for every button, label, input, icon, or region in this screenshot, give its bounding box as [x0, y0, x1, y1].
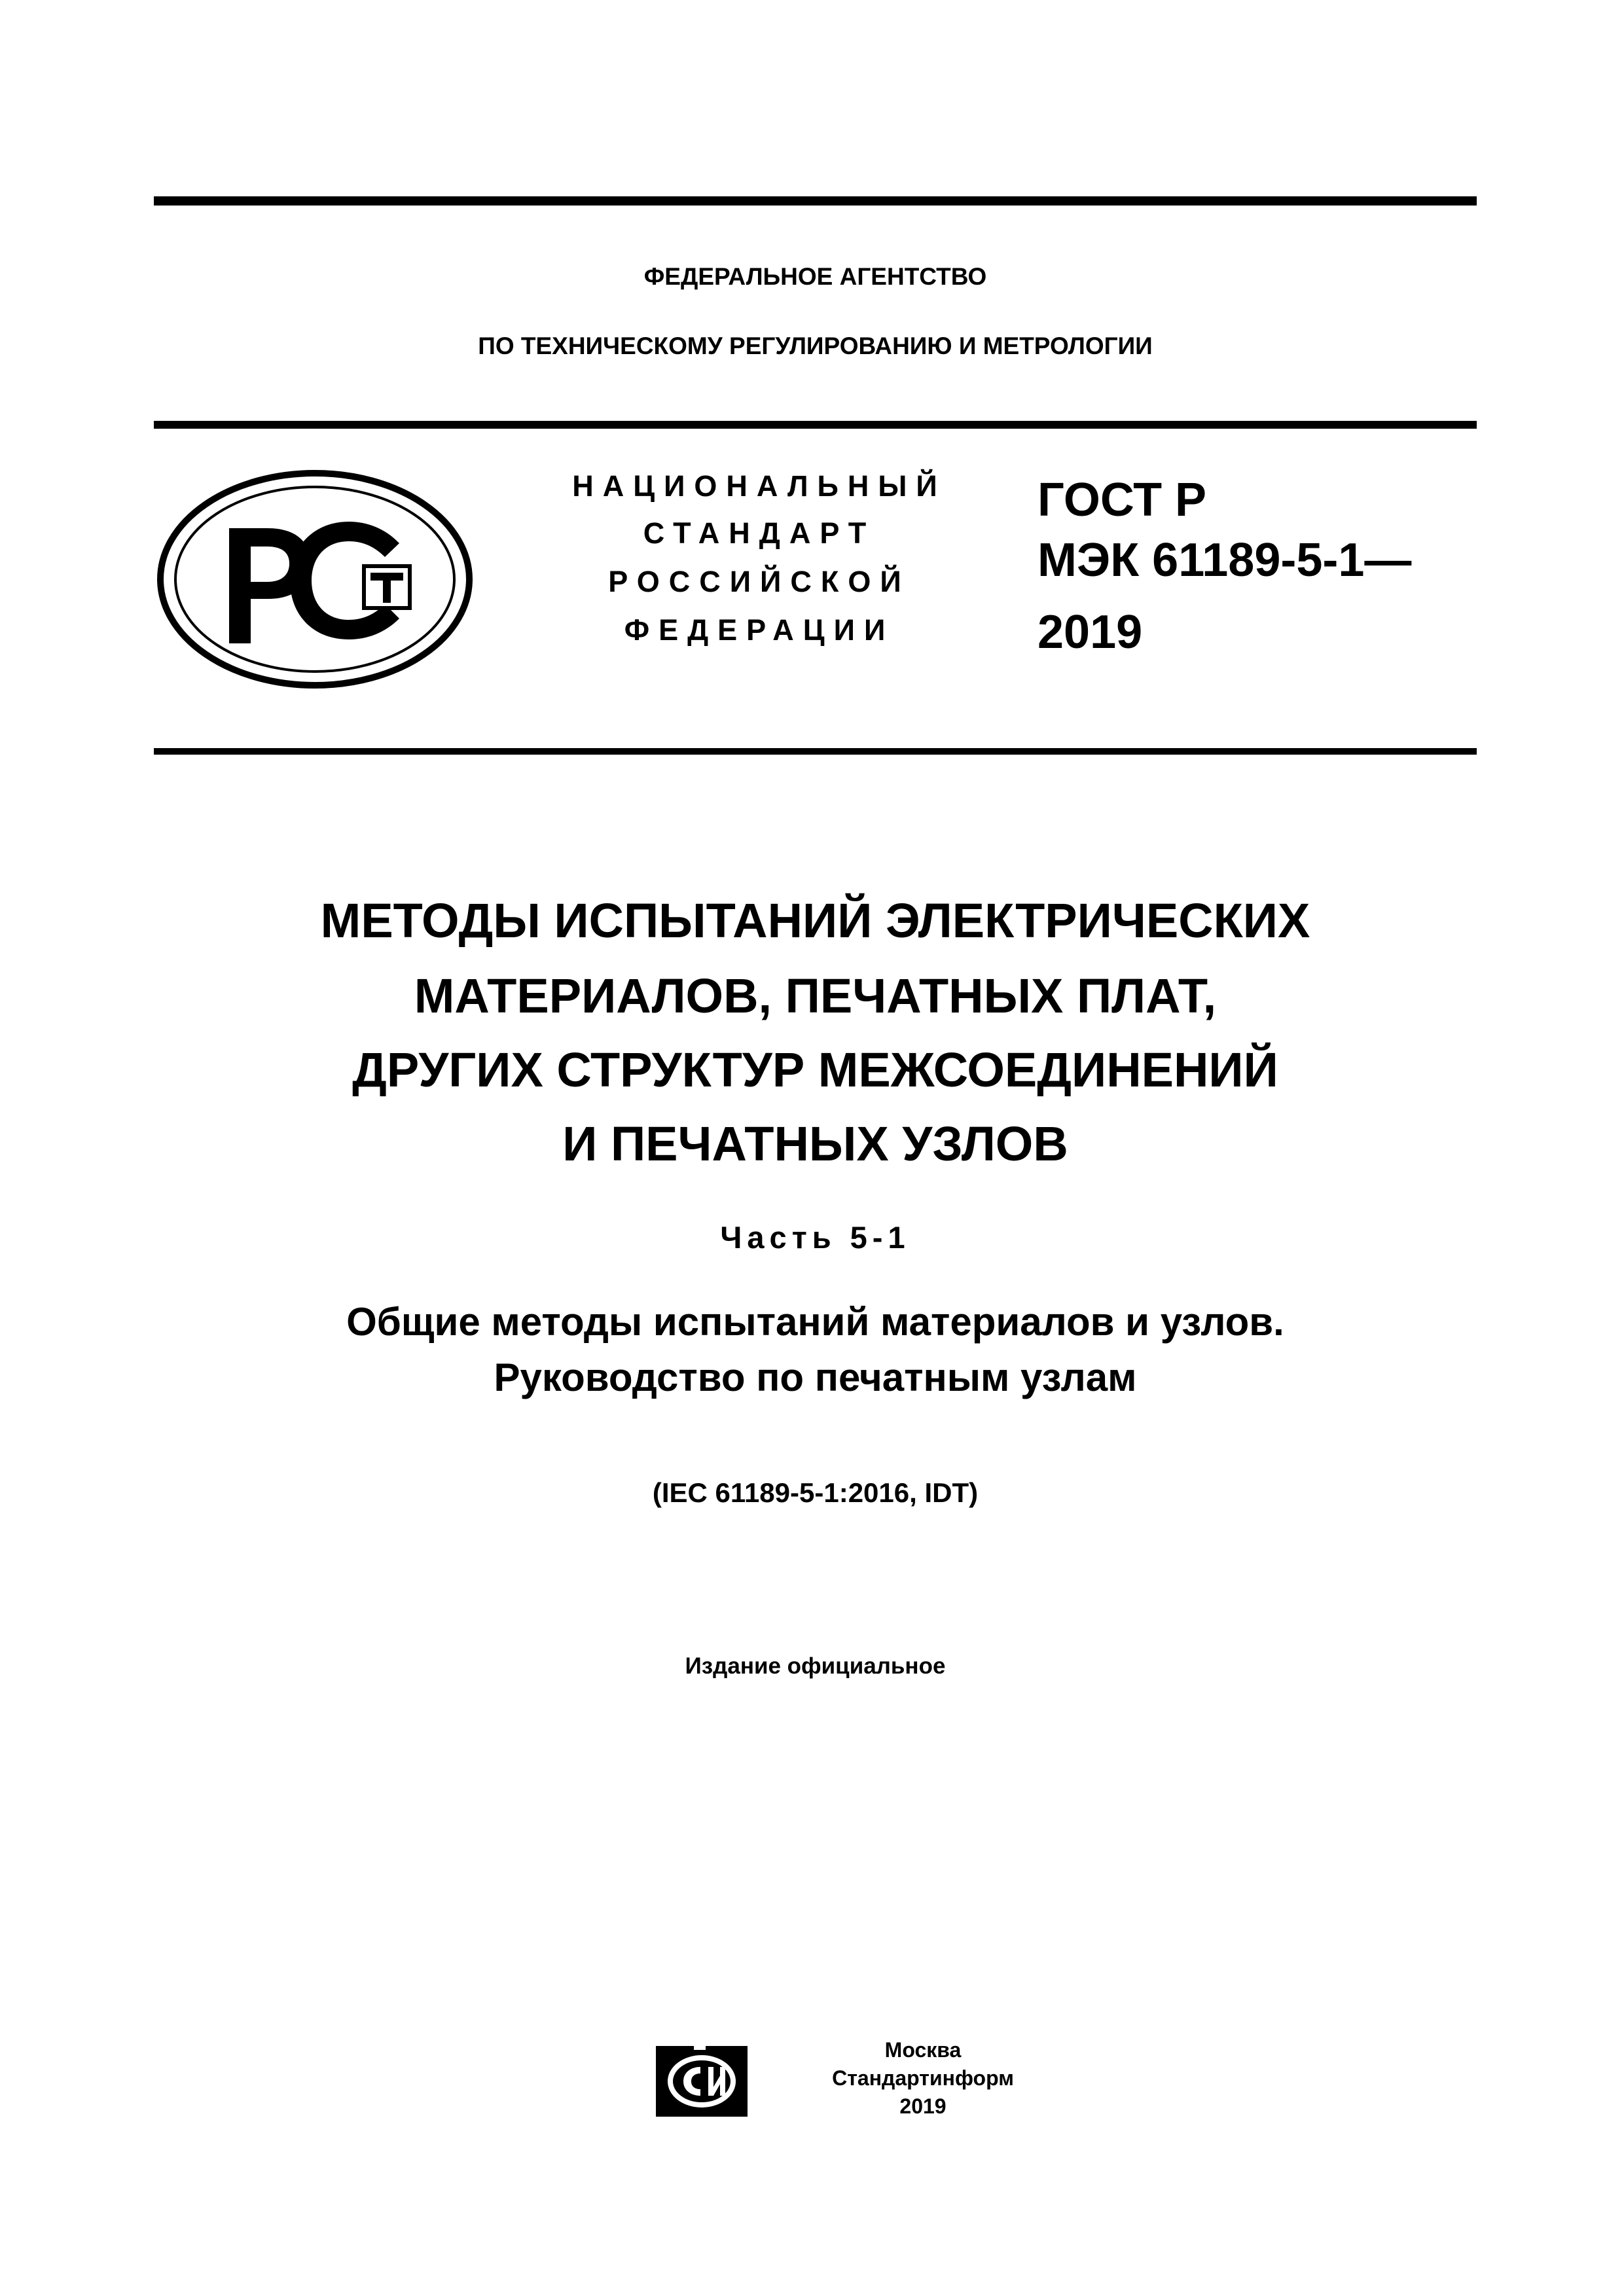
national-line-1: НАЦИОНАЛЬНЫЙ — [572, 469, 947, 503]
publisher-name: Стандартинформ — [832, 2066, 1014, 2090]
publisher-city: Москва — [884, 2038, 962, 2062]
national-line-2: СТАНДАРТ — [643, 516, 876, 550]
designation-line-1: ГОСТ Р — [1038, 474, 1207, 526]
title-line-4: И ПЕЧАТНЫХ УЗЛОВ — [562, 1117, 1068, 1171]
subtitle-line-2: Руководство по печатным узлам — [494, 1355, 1137, 1399]
iec-reference: (IEC 61189-5-1:2016, IDT) — [652, 1477, 979, 1508]
national-line-4: ФЕДЕРАЦИИ — [624, 613, 895, 647]
standartinform-logo-icon — [655, 2041, 750, 2119]
subtitle-line-1: Общие методы испытаний материалов и узлов. — [346, 1300, 1284, 1344]
title-line-2: МАТЕРИАЛОВ, ПЕЧАТНЫХ ПЛАТ, — [414, 969, 1217, 1023]
title-line-1: МЕТОДЫ ИСПЫТАНИЙ ЭЛЕКТРИЧЕСКИХ — [320, 893, 1310, 948]
rst-emblem-icon — [156, 468, 474, 691]
agency-line-1: ФЕДЕРАЛЬНОЕ АГЕНТСТВО — [643, 263, 987, 290]
top-rule — [154, 196, 1477, 206]
part-number: Часть 5-1 — [720, 1220, 911, 1255]
edition-label: Издание официальное — [685, 1653, 946, 1679]
designation-line-2: МЭК 61189-5-1— — [1038, 534, 1412, 586]
agency-line-2: ПО ТЕХНИЧЕСКОМУ РЕГУЛИРОВАНИЮ И МЕТРОЛОГИИ — [478, 332, 1153, 359]
title-line-3: ДРУГИХ СТРУКТУР МЕЖСОЕДИНЕНИЙ — [352, 1043, 1278, 1097]
national-line-3: РОССИЙСКОЙ — [608, 565, 911, 598]
publisher-year: 2019 — [899, 2094, 947, 2118]
bottom-rule — [154, 748, 1477, 755]
middle-rule — [154, 421, 1477, 429]
designation-line-3: 2019 — [1038, 606, 1143, 658]
